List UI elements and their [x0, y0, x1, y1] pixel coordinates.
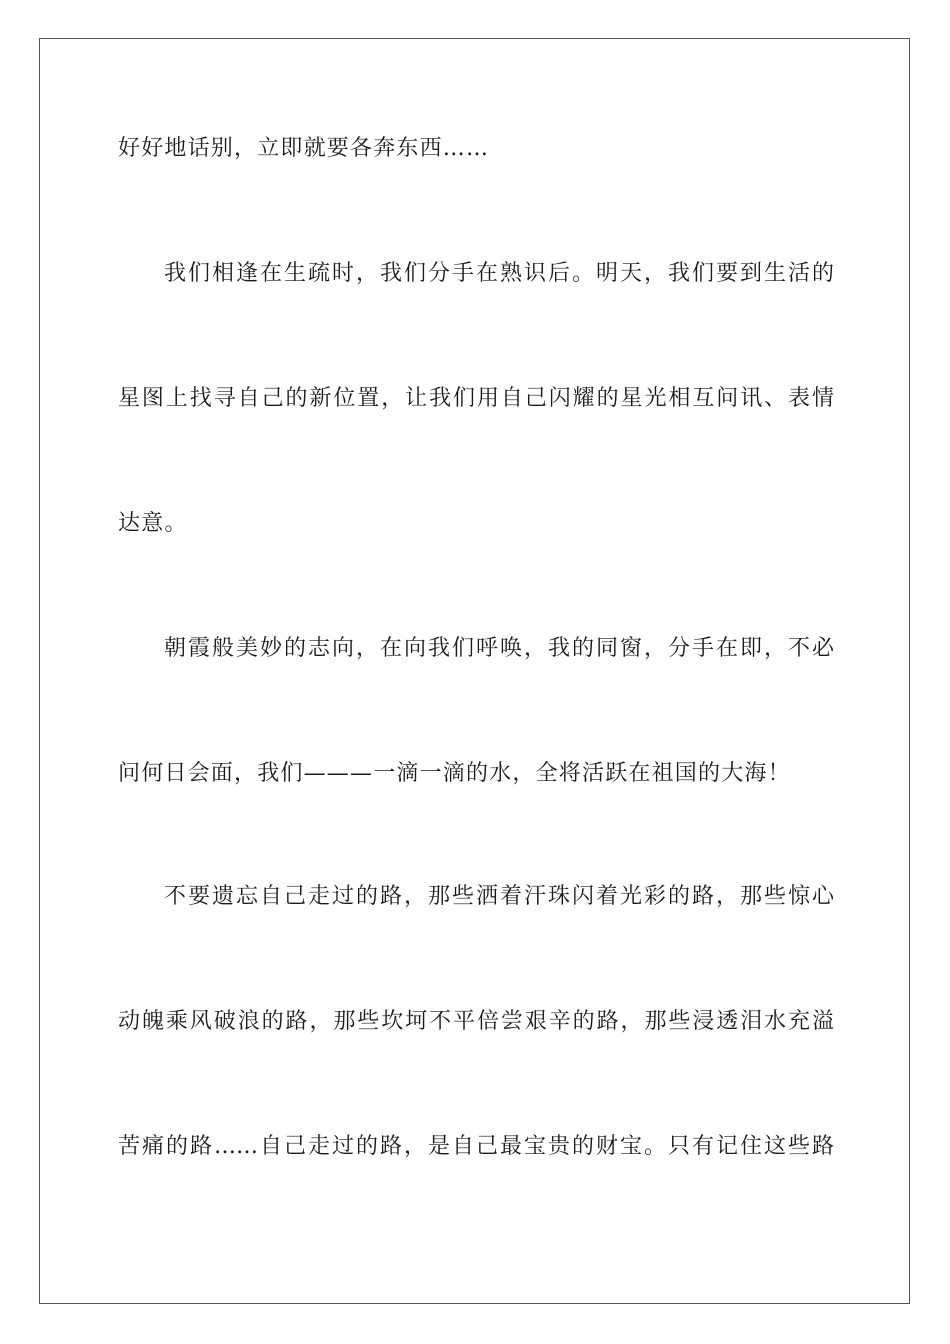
- text-line-3: 星图上找寻自己的新位置，让我们用自己闪耀的星光相互问讯、表情: [118, 386, 834, 411]
- text-line-2: 我们相逢在生疏时，我们分手在熟识后。明天，我们要到生活的: [164, 261, 834, 286]
- text-line-5: 朝霞般美妙的志向，在向我们呼唤，我的同窗，分手在即，不必: [164, 636, 834, 661]
- text-line-1: 好好地话别，立即就要各奔东西……: [118, 136, 490, 161]
- page-border: [39, 38, 910, 1304]
- text-line-9: 苦痛的路……自己走过的路，是自己最宝贵的财宝。只有记住这些路: [118, 1134, 834, 1159]
- text-line-8: 动魄乘风破浪的路，那些坎坷不平倍尝艰辛的路，那些浸透泪水充溢: [118, 1009, 834, 1034]
- text-line-6: 问何日会面，我们———一滴一滴的水，全将活跃在祖国的大海！: [118, 761, 791, 786]
- text-line-7: 不要遗忘自己走过的路，那些洒着汗珠闪着光彩的路，那些惊心: [164, 884, 834, 909]
- text-line-4: 达意。: [118, 511, 188, 536]
